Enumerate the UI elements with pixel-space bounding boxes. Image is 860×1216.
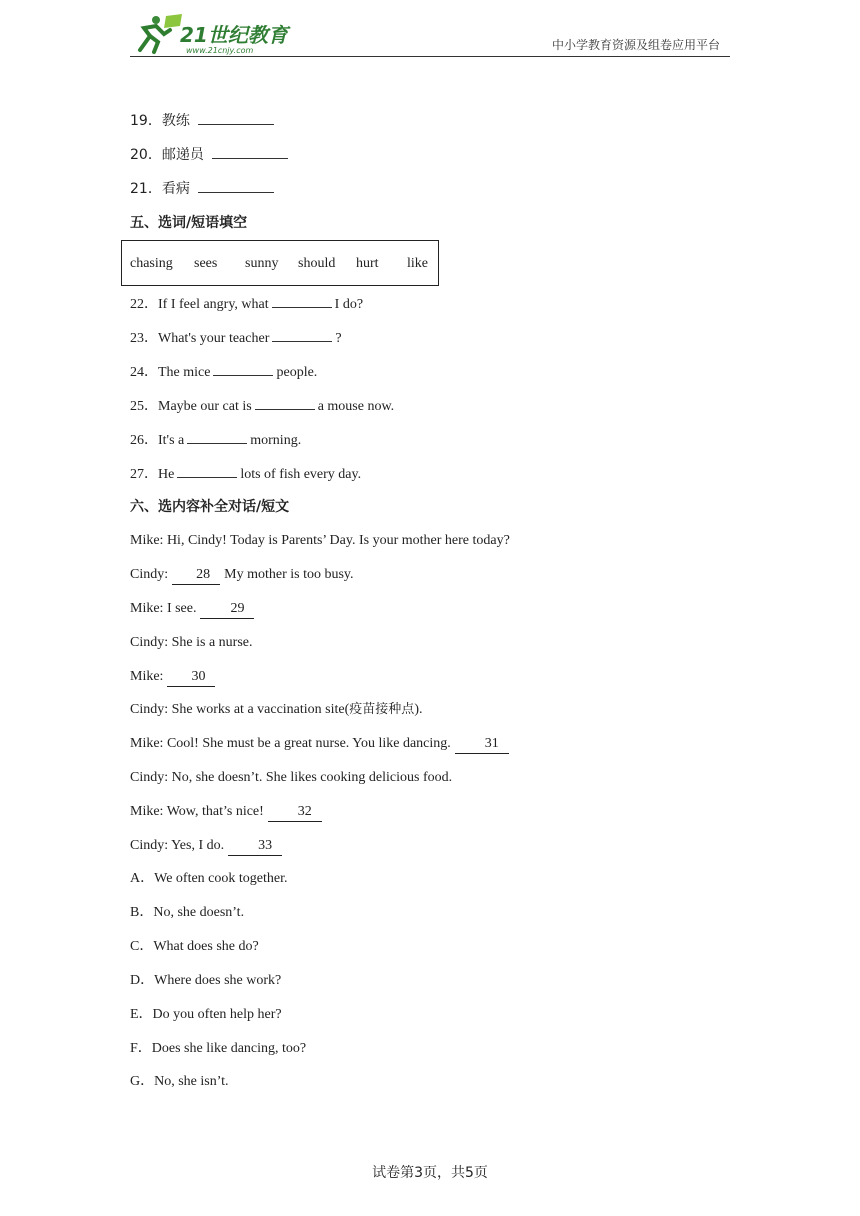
word-bank-item: sunny [245, 256, 279, 271]
section-6-title: 六、选内容补全对话/短文 [130, 499, 290, 515]
answer-blank[interactable] [272, 329, 332, 342]
answer-blank[interactable] [198, 180, 274, 193]
answer-blank[interactable] [187, 431, 247, 444]
dialogue-line: Mike: Wow, that’s nice! 32 [130, 803, 326, 822]
question-26: 26．It's a morning. [130, 433, 302, 448]
question-21: 21．看病 [130, 180, 274, 198]
question-23: 23．What's your teacher ? [130, 331, 342, 346]
option-e: E．Do you often help her? [130, 1007, 282, 1022]
dialogue-line: Mike: Cool! She must be a great nurse. You like dancing. 31 [130, 735, 513, 754]
question-20: 20．邮递员 [130, 146, 288, 164]
question-24: 24．The mice people. [130, 365, 318, 380]
word-bank-item: hurt [356, 256, 379, 271]
numbered-blank[interactable]: 28 [172, 566, 220, 585]
dialogue-line: Mike: Hi, Cindy! Today is Parents’ Day. Is your mother here today? [130, 533, 510, 548]
dialogue-line: Mike: 30 [130, 668, 219, 687]
numbered-blank[interactable]: 29 [200, 600, 254, 619]
question-27: 27．He lots of fish every day. [130, 467, 362, 482]
answer-blank[interactable] [213, 363, 273, 376]
word-bank-item: should [298, 256, 336, 271]
answer-blank[interactable] [255, 397, 315, 410]
answer-blank[interactable] [177, 465, 237, 478]
word-bank-item: sees [194, 256, 218, 271]
word-bank-item: chasing [130, 256, 173, 271]
question-22: 22．If I feel angry, what I do? [130, 297, 364, 312]
option-a: A．We often cook together. [130, 871, 288, 886]
numbered-blank[interactable]: 31 [455, 735, 509, 754]
dialogue-line: Mike: I see. 29 [130, 600, 258, 619]
numbered-blank[interactable]: 30 [167, 668, 215, 687]
logo-21cnjy [130, 12, 300, 56]
option-g: G．No, she isn’t. [130, 1074, 229, 1089]
dialogue-line: Cindy: No, she doesn’t. She likes cooking delicious food. [130, 770, 453, 785]
answer-blank[interactable] [198, 112, 274, 125]
header-tagline: 中小学教育资源及组卷应用平台 [551, 38, 720, 52]
numbered-blank[interactable]: 33 [228, 837, 282, 856]
question-25: 25．Maybe our cat is a mouse now. [130, 399, 395, 414]
option-c: C．What does she do? [130, 939, 259, 954]
answer-blank[interactable] [212, 146, 288, 159]
dialogue-line: Cindy: She is a nurse. [130, 635, 253, 650]
option-b: B．No, she doesn’t. [130, 905, 245, 920]
page-footer: 试卷第3页，共5页 [372, 1165, 488, 1181]
dialogue-line: Cindy: 28 My mother is too busy. [130, 566, 354, 585]
page-header [130, 12, 730, 57]
section-5-title: 五、选词/短语填空 [130, 215, 248, 231]
logo-text: 21世纪教育 [180, 23, 288, 47]
numbered-blank[interactable]: 32 [268, 803, 322, 822]
word-bank-item: like [407, 256, 428, 271]
dialogue-line: Cindy: She works at a vaccination site(疫苗接种点). [130, 702, 423, 717]
word-bank [121, 240, 439, 286]
option-f: F．Does she like dancing, too? [130, 1041, 307, 1056]
question-19: 19．教练 [130, 112, 274, 130]
logo-url: www.21cnjy.com [186, 46, 254, 55]
dialogue-line: Cindy: Yes, I do. 33 [130, 837, 286, 856]
answer-blank[interactable] [272, 295, 332, 308]
option-d: D．Where does she work? [130, 973, 282, 988]
